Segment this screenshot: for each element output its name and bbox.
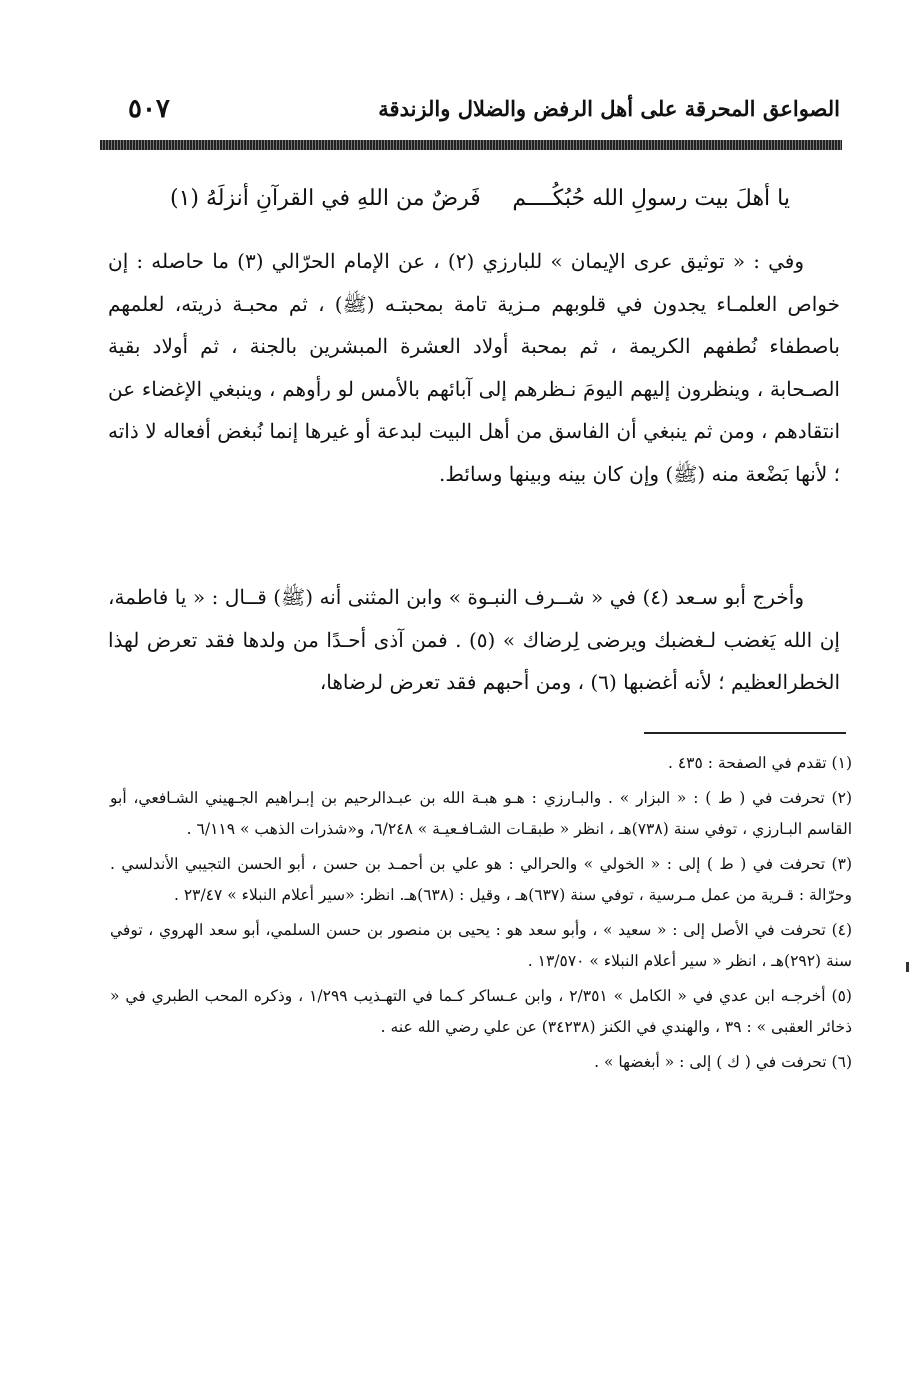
footnote-number: (١) [831, 754, 852, 772]
footnote-text: تقدم في الصفحة : ٤٣٥ . [667, 754, 827, 772]
footnote-separator [644, 732, 846, 734]
footnote-text: تحرفت في الأصل إلى : « سعيد » ، وأبو سعد هو : يحيى بن منصور بن حسن السلمي، أبو سعد الهروي ، توفي سنة (٢٩٢)هـ ، انظر « سير أعلام النبلاء » ١٣/٥٧٠ . [110, 921, 852, 970]
header-rule [100, 140, 842, 150]
footnote-number: (٥) [831, 987, 852, 1005]
footnote-text: تحرفت في ( ط ) إلى : « الخولي » والحرالي : هو علي بن أحمـد بن حسن ، أبو الحسن التجيبي الأندلسي . وحرّالة : قـرية من عمل مـرسية ، توفي سنة (٦٣٧)هـ ، وقيل : (٦٣٨)هـ. انظر: «سير أعلام النبلاء » ٢٣/٤٧ . [110, 855, 852, 904]
footnote-number: (٣) [831, 855, 852, 873]
footnotes-list [110, 748, 852, 1082]
verse-hemistich-second: فَرضٌ من اللهِ في القرآنِ أنزلَهُ (١) [170, 185, 481, 211]
footnote-text: تحرفت في ( ك ) إلى : « أبغضها » . [594, 1053, 827, 1071]
verse-hemistich-first: يا أهلَ بيت رسولِ الله حُبُكُــــم [512, 185, 790, 211]
paragraph-text: وأخرج أبو سـعد (٤) في « شــرف النبـوة » وابن المثنى أنه (ﷺ) قــال : « يا فاطمة، إن الله يَغضب لـغضبك ويرضى لِرضاك » (٥) . فمن آذى أحـدًا من ولدها فقد تعرض لهذا الخطرالعظيم ؛ لأنه أغضبها (٦) ، ومن أحبهم فقد تعرض لرضاها، [108, 585, 840, 694]
footnote-number: (٢) [831, 789, 852, 807]
running-title: الصواعق المحرقة على أهل الرفض والضلال والزندقة [378, 96, 840, 121]
page-header [100, 92, 840, 136]
page-number: ٥٠٧ [128, 94, 170, 124]
footnote-item [110, 748, 852, 779]
footnote-item [110, 783, 852, 845]
footnote-item [110, 981, 852, 1043]
main-text-paragraph-2 [108, 576, 840, 704]
footnote-item [110, 849, 852, 911]
footnote-item [110, 1047, 852, 1078]
main-text-paragraph-1 [108, 240, 840, 495]
poetry-verse [170, 174, 790, 222]
footnote-item [110, 915, 852, 977]
footnote-text: أخرجـه ابن عدي في « الكامل » ٢/٣٥١ ، وابن عـساكر كـما في التهـذيب ١/٢٩٩ ، وذكره المحب الطبري في « ذخائر العقبى » : ٣٩ ، والهندي في الكنز (٣٤٢٣٨) عن علي رضي الله عنه . [110, 987, 852, 1036]
footnote-text: تحرفت في ( ط ) : « البزار » . والبـارزي : هـو هبـة الله بن عبـدالرحيم بن إبـراهيم الجـهيني الشـافعي، أبو القاسم البـارزي ، توفي سنة (٧٣٨)هـ ، انظر « طبقـات الشـافـعيـة » ٦/٢٤٨، و«شذرات الذهب » ٦/١١٩ . [110, 789, 852, 838]
margin-scan-mark [906, 962, 909, 972]
footnote-number: (٤) [831, 921, 853, 939]
footnote-number: (٦) [831, 1053, 852, 1071]
paragraph-text: وفي : « توثيق عرى الإيمان » للبارزي (٢) ، عن الإمام الحرّالي (٣) ما حاصله : إن خواص العلمـاء يجدون في قلوبهم مـزية تامة بمحبتـه (ﷺ) ، ثم محبـة ذريته، لعلمهم باصطفاء نُطفهم الكريمة ، ثم بمحبة أولاد العشرة المبشرين بالجنة ، ثم أولاد بقية الصـحابة ، وينظرون إليهم اليومَ نـظرهم إلى آبائهم بالأمس لو رأوهم ، وينبغي الإغضاء عن انتقادهم ، ومن ثم ينبغي أن الفاسق من أهل البيت لبدعة أو غيرها إنما نُبغض أفعاله لا ذاته ؛ لأنها بَضْعة منه (ﷺ) وإن كان بينه وبينها وسائط. [108, 249, 840, 486]
